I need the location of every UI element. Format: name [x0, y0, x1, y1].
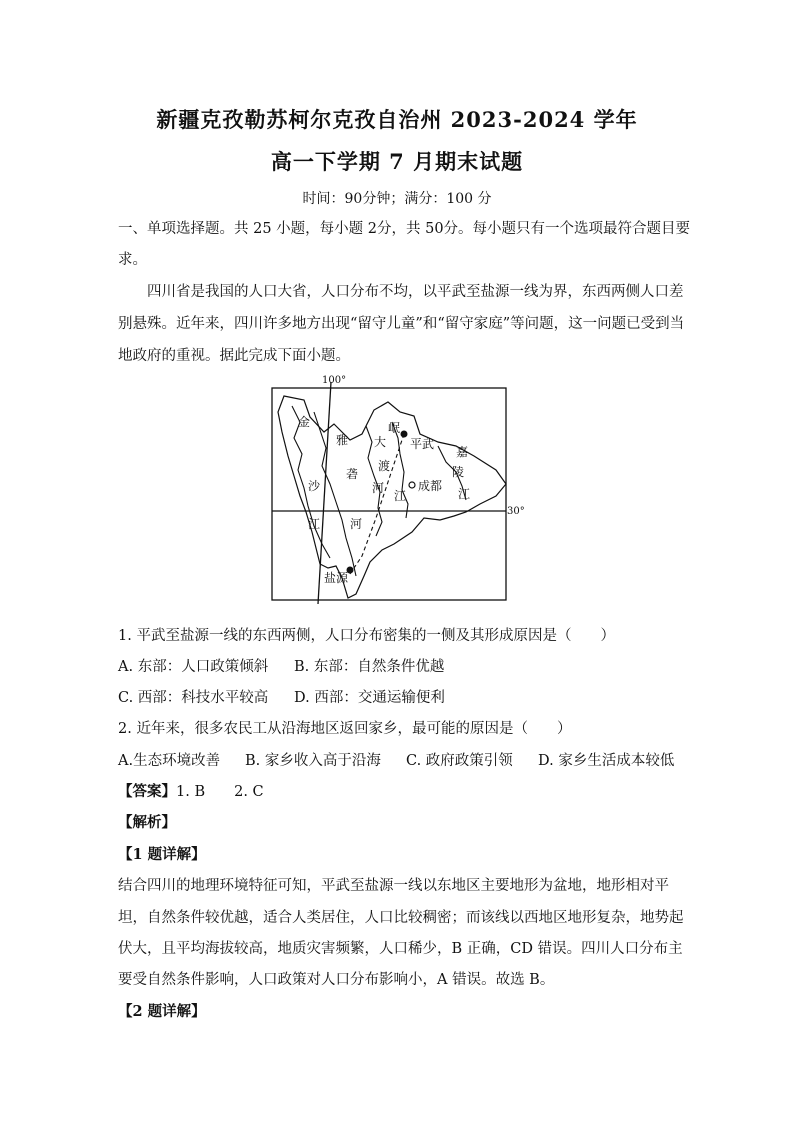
label-ling: 陵 — [452, 465, 465, 479]
q1-option-a: A. 东部：人口政策倾斜 — [118, 659, 269, 675]
q1-option-d: D. 西部：交通运输便利 — [294, 690, 445, 706]
label-long: 砻 — [346, 467, 359, 481]
q2-option-d: D. 家乡生活成本较低 — [538, 753, 675, 769]
longitude-label: 100° — [322, 375, 347, 386]
label-du: 渡 — [378, 459, 391, 473]
passage-line-3: 地政府的重视。据此完成下面小题。 — [118, 348, 350, 364]
label-jia: 嘉 — [456, 445, 469, 459]
passage-line-2: 别悬殊。近年来，四川许多地方出现“留守儿童”和“留守家庭”等问题，这一问题已受到当 — [118, 316, 685, 332]
latitude-label: 30° — [507, 506, 525, 517]
pingwu-yanyuan-dashed-line — [350, 434, 407, 574]
exam-info: 时间：90分钟；满分：100 分 — [302, 191, 492, 207]
q1-option-b: B. 东部：自然条件优越 — [294, 659, 445, 675]
label-yanyuan: 盐源 — [324, 571, 349, 585]
q1-stem: 1. 平武至盐源一线的东西两侧，人口分布密集的一侧及其形成原因是（ ） — [118, 628, 615, 644]
label-chengdu: 成都 — [418, 479, 443, 493]
label-sha: 沙 — [308, 479, 321, 493]
q1-detail-line-4: 要受自然条件影响，人口政策对人口分布影响小，A 错误。故选 B。 — [118, 972, 555, 988]
q1-detail-line-3: 伏大，且平均海拔较高，地质灾害频繁，人口稀少，B 正确，CD 错误。四川人口分布主 — [118, 941, 683, 957]
q2-stem: 2. 近年来，很多农民工从沿海地区返回家乡，最可能的原因是（ ） — [118, 721, 572, 737]
chengdu-dot — [409, 482, 415, 488]
pingwu-dot — [401, 431, 408, 438]
answer-text: 1. B 2. C — [176, 784, 264, 800]
title-line-2: 高一下学期 7 月期末试题 — [270, 149, 524, 174]
q1-detail-line-2: 坦，自然条件较优越，适合人类居住，人口比较稠密；而该线以西地区地形复杂，地势起 — [118, 910, 684, 926]
label-jiang2: 江 — [394, 489, 407, 503]
q2-detail-heading: 【2 题详解】 — [118, 1003, 206, 1020]
q1-detail-heading: 【1 题详解】 — [118, 846, 206, 863]
label-jin: 金 — [298, 415, 311, 429]
q2-option-a: A.生态环境改善 — [118, 753, 221, 769]
title-line-1: 新疆克孜勒苏柯尔克孜自治州 2023-2024 学年 — [156, 107, 638, 132]
label-jiang3: 江 — [458, 487, 471, 501]
passage-line-1: 四川省是我国的人口大省，人口分布不均，以平武至盐源一线为界，东西两侧人口差 — [147, 284, 684, 300]
answer-label: 【答案】 — [118, 783, 176, 800]
q2-option-c: C. 政府政策引领 — [406, 753, 513, 769]
sichuan-map — [270, 372, 530, 606]
label-da: 大 — [374, 435, 387, 449]
label-pingwu: 平武 — [410, 437, 435, 451]
section-heading-line-2: 求。 — [118, 252, 147, 268]
section-heading-line-1: 一、单项选择题。共 25 小题，每小题 2分，共 50分。每小题只有一个选项最符合题目要 — [118, 221, 691, 237]
label-jiang1: 江 — [308, 517, 321, 531]
label-he1: 河 — [350, 517, 363, 531]
answer-line — [118, 780, 264, 801]
q1-option-c: C. 西部：科技水平较高 — [118, 690, 269, 706]
yalong-river — [314, 412, 359, 576]
label-he2: 河 — [372, 481, 385, 495]
analysis-label: 【解析】 — [118, 814, 176, 831]
map-svg — [270, 372, 530, 606]
label-ya: 雅 — [336, 433, 349, 447]
q2-option-b: B. 家乡收入高于沿海 — [245, 753, 381, 769]
q1-detail-line-1: 结合四川的地理环境特征可知，平武至盐源一线以东地区主要地形为盆地，地形相对平 — [118, 878, 669, 894]
label-min: 岷 — [388, 421, 401, 435]
